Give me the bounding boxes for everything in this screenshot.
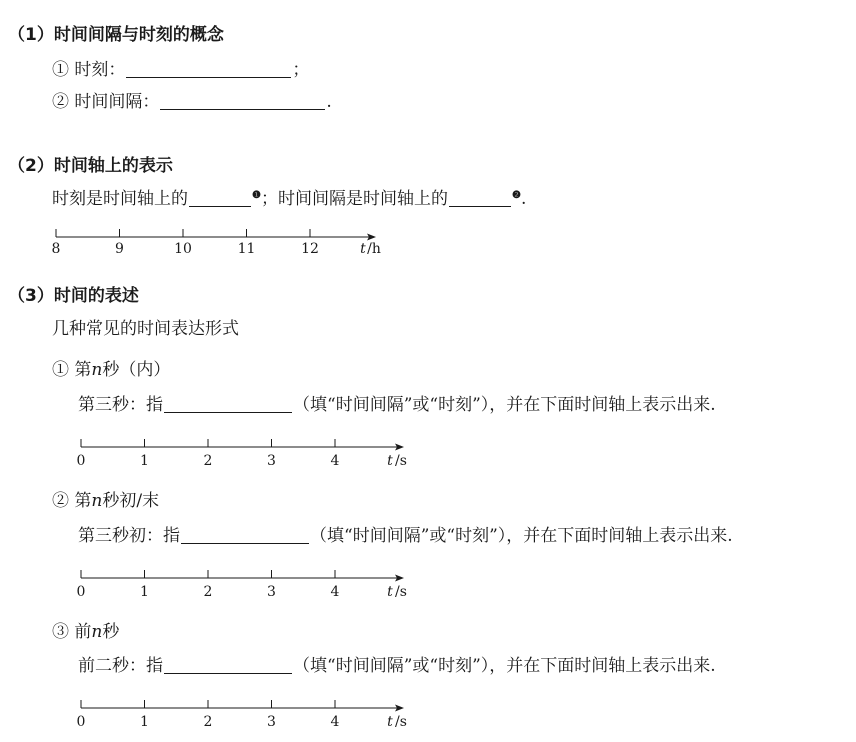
- tick-label: 3: [267, 453, 276, 469]
- tick-label: 0: [76, 453, 86, 469]
- axis-unit-label: /s: [395, 714, 407, 730]
- tick-label: 1: [140, 584, 149, 600]
- tick-label: 2: [203, 453, 213, 469]
- tick-label: 4: [330, 453, 340, 469]
- tick-label: 11: [237, 241, 256, 257]
- section-1-title: （1）时间间隔与时刻的概念: [8, 25, 224, 45]
- tick-label: 9: [115, 241, 124, 257]
- item-label: ① 时刻：: [52, 60, 126, 80]
- axis-unit-label: /s: [395, 453, 407, 469]
- section-2-title: （2）时间轴上的表示: [8, 156, 173, 176]
- axis-variable-label: t: [360, 241, 366, 257]
- axis-unit-label: /h: [367, 241, 381, 257]
- tick-label: 8: [51, 241, 61, 257]
- item-heading-a: ① 第n秒（内）: [52, 360, 171, 380]
- item-label: ② 时间间隔：: [52, 92, 160, 112]
- tick-label: 0: [76, 714, 86, 730]
- tick-label: 10: [174, 241, 192, 257]
- tick-label: 4: [330, 714, 340, 730]
- axis-variable-label: t: [387, 584, 393, 600]
- item-heading-b: ② 第n秒初/末: [52, 491, 160, 511]
- axis-unit-label: /s: [395, 584, 407, 600]
- tick-label: 12: [301, 241, 319, 257]
- tick-label: 4: [330, 584, 340, 600]
- tick-label: 1: [140, 453, 149, 469]
- tick-label: 3: [267, 584, 276, 600]
- fill-prompt-b: 第三秒初：指 （填“时间间隔”或“时刻”），并在下面时间轴上表示出来.: [78, 526, 733, 546]
- tick-label: 2: [203, 714, 213, 730]
- section-3-title: （3）时间的表述: [8, 286, 139, 306]
- fill-prompt-c: 前二秒：指 （填“时间间隔”或“时刻”），并在下面时间轴上表示出来.: [78, 656, 716, 676]
- definition-moment: ① 时刻： ；: [52, 60, 310, 80]
- section-3-intro: 几种常见的时间表达形式: [52, 319, 239, 339]
- tick-label: 3: [267, 714, 276, 730]
- axis-variable-label: t: [387, 714, 393, 730]
- item-heading-c: ③ 前n秒: [52, 622, 120, 642]
- note-marker-1: ❶: [252, 190, 261, 201]
- axis-representation-sentence: 时刻是时间轴上的 $^❶$；时间间隔是时间轴上的 $^❷$.: [52, 189, 527, 209]
- tick-label: 2: [203, 584, 213, 600]
- tick-label: 1: [140, 714, 149, 730]
- axis-variable-label: t: [387, 453, 393, 469]
- tick-label: 0: [76, 584, 86, 600]
- note-marker-2: ❷: [511, 190, 521, 201]
- definition-interval: ② 时间间隔： .: [52, 92, 332, 112]
- fill-prompt-a: 第三秒：指 （填“时间间隔”或“时刻”），并在下面时间轴上表示出来.: [78, 395, 716, 415]
